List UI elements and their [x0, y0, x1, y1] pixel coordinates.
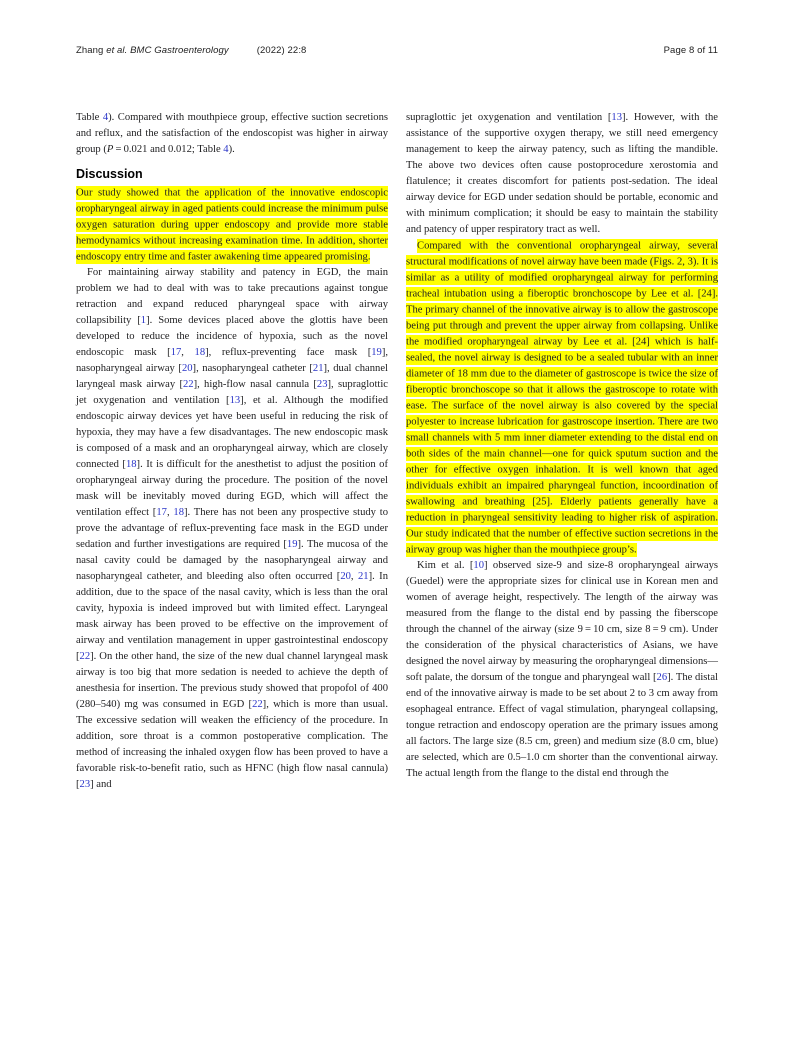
citation-link[interactable]: 4: [102, 112, 109, 123]
citation-link[interactable]: 18: [194, 347, 206, 358]
citation-link[interactable]: 20: [340, 571, 351, 582]
text-segment: ], supraglottic jet oxygenation and ventilation [: [76, 379, 388, 406]
text-segment: ]. It is difficult for the anesthetist to adjust the position of oropharyngeal airway during the procedure. The position of the novel mask will be inevitably moved during EGD, which will affect the ventilation effect [: [76, 459, 388, 518]
text-segment: ], nasopharyngeal catheter [: [192, 363, 313, 374]
paragraph-kim-study: [406, 558, 718, 782]
text-segment: ] observed size-9 and size-8 oropharyngeal airways (Guedel) were the appropriate sizes for clinical use in Korean men and women of average height, respectively. The length of the airway was measured from the flange to the distal end by passing the fiberscope through the channel of the airway (size 9 = 10 cm, size 8 = 9 cm). Under the consideration of the physical characteristics of Asians, we have designed the novel airway by measuring the oropharyngeal dimensions—soft palate, the dorsum of the tongue and pharyngeal wall [: [406, 560, 718, 683]
text-segment: ]. On the other hand, the size of the new dual channel laryngeal mask airway is too big that more sedation is needed to achieve the depth of anesthesia for insertion. The previous study showed that propofol of 400 (280–540) mg was consumed in EGD [: [76, 651, 388, 710]
paragraph-airway-comparison: [406, 238, 718, 558]
paragraph-study-summary: [76, 185, 388, 265]
paragraph-oxygenation: [406, 110, 718, 238]
text-segment: ], et al. Although the modified endoscopic airway devices yet have been useful in reducing the risk of hypoxia, they may have a few disadvantages. The new endoscopic mask is composed of a mask and an oropharyngeal airway, which are closely connected [: [76, 395, 389, 470]
citation-link[interactable]: 23: [316, 379, 328, 390]
citation-link[interactable]: 1: [140, 315, 147, 326]
citation-link[interactable]: 17: [156, 507, 167, 518]
text-segment: supraglottic jet oxygenation and ventilation [: [406, 112, 612, 123]
article-body: [76, 110, 718, 793]
text-segment: ], nasopharyngeal airway [: [76, 347, 389, 374]
citation-link[interactable]: 10: [473, 560, 484, 571]
text-segment: Our study showed that the application of the innovative endoscopic oropharyngeal airway in aged patients could increase the minimum pulse oxygen saturation during upper endoscopy and provide more stable hemodynamics without increasing examination time. In addition, shorter endoscopy entry time and faster awakening time appeared promising.: [76, 187, 388, 262]
citation-link[interactable]: 13: [611, 112, 622, 123]
text-segment: Table: [76, 112, 103, 123]
citation-link[interactable]: 19: [371, 347, 382, 358]
citation-link[interactable]: 19: [286, 539, 298, 550]
text-segment: ], high-flow nasal cannula [: [193, 379, 317, 390]
citation-link[interactable]: 23: [79, 779, 91, 790]
text-segment: ]. The distal end of the innovative airway is made to be set about 2 to 3 cm away from esophageal entrance. Effect of vagal stimulation, pharyngeal collapsing, tongue retraction and endoscopy operation are the primary issues among all factors. The large size (8.5 cm, green) and medium size (8.0 cm, blue) are selected, which are 0.5–1.0 cm shorter than the conventional airway. The actual length from the flange to the distal end through the: [406, 672, 718, 779]
right-column: [406, 110, 718, 793]
running-head-citation: [76, 45, 306, 56]
journal-name: et al. BMC Gastroenterology: [106, 45, 229, 56]
citation-link[interactable]: 17: [170, 347, 182, 358]
paragraph-airway-devices: [76, 265, 388, 793]
text-segment: = 0.021 and 0.012; Table: [113, 144, 224, 155]
paragraph-table4-results: [76, 110, 388, 158]
text-segment: Kim et al. [: [417, 560, 474, 571]
page-number: Page 8 of 11: [663, 45, 718, 56]
highlighted-text: [406, 239, 718, 557]
citation-link[interactable]: 21: [312, 363, 324, 374]
authors-label: Zhang: [76, 45, 107, 56]
citation-link[interactable]: 20: [181, 363, 193, 374]
citation-link[interactable]: 18: [173, 507, 184, 518]
text-segment: ]. However, with the assistance of the supportive oxygen therapy, we still need emergency management to keep the airway patency, such as lifting the mandible. The above two devices often cause postoprocedure xerostomia and flatulence; it creates discomfort for patients post-sedation. The ideal airway device for EGD under sedation should be portable, economic and with minimum complication; it should be easy to maintain the stability and patency of upper respiratory tract as well.: [406, 112, 718, 235]
citation-link[interactable]: 21: [358, 571, 369, 582]
citation-link[interactable]: 22: [252, 699, 263, 710]
issue-info: (2022) 22:8: [256, 45, 307, 56]
citation-link[interactable]: 13: [229, 395, 241, 406]
text-segment: For maintaining airway stability and patency in EGD, the main problem we had to deal with was to take precautions against tongue retraction and expand reduced pharyngeal space with airway collapsibility [: [76, 267, 388, 326]
text-segment: ). Compared with mouthpiece group, effective suction secretions and reflux, and the satisfaction of the endoscopist was higher in airway group (: [76, 112, 388, 155]
text-segment: ], reflux-preventing face mask [: [205, 347, 372, 358]
text-segment: ,: [166, 507, 174, 518]
text-segment: P: [106, 144, 114, 155]
citation-link[interactable]: 22: [182, 379, 194, 390]
left-column: [76, 110, 388, 793]
highlighted-text: [76, 186, 388, 264]
text-segment: ] and: [90, 779, 112, 790]
text-segment: ,: [350, 571, 358, 582]
text-segment: ], dual channel laryngeal mask airway [: [76, 363, 388, 390]
text-segment: ]. The mucosa of the nasal cavity could be damaged by the nasopharyngeal airway and nasopharyngeal catheter, and bleeding also often occurred [: [76, 539, 388, 582]
text-segment: ,: [181, 347, 195, 358]
text-segment: ).: [228, 144, 235, 155]
text-segment: Compared with the conventional oropharyngeal airway, several structural modifications of novel airway have been made (Figs. 2, 3). It is similar as a utility of modified oropharyngeal airway for performing tracheal intubation using a fiberoptic bronchoscope by Lee et al. [24]. The primary channel of the innovative airway is to allow the gastroscope being put through and prevent the upper airway from collapsing. Unlike the modified oropharyngeal airway by Lee et al. [24] which is half-sealed, the novel airway is designed to be a sealed tubular with an inner diameter of 18 mm due to the diameter of gastroscope is twice the size of fiberoptic bronchoscope so that it allows the gastroscope to rotate with ease. The surface of the novel airway is also covered by the special polyester to increase lubrication for gastroscope insertion. There are two small channels with 5 mm inner diameter extending to the distal end on both sides of the main channel—one for quick sputum suction and the other for effective oxygen inhalation. It is well known that aged individuals exhibit an impaired pharyngeal function, incoordination of swallowing and breathing [25]. Elderly patients generally have a reduction in pharyngeal sensitivity leading to higher risk of aspiration. Our study indicated that the number of effective suction secretions in the airway group was higher than the mouthpiece group’s.: [406, 240, 718, 555]
text-segment: ]. Some devices placed above the glottis have been developed to reduce the incidence of hypoxia, such as the novel endoscopic mask [: [76, 315, 388, 358]
text-segment: ]. There has not been any prospective study to prove the advantage of reflux-preventing face mask in the EGD under sedation and further investigations are required [: [76, 507, 389, 550]
citation-link[interactable]: 4: [223, 144, 229, 155]
text-segment: ], which is more than usual. The excessive sedation will weaken the efficiency of the procedure. In addition, sore throat is a common postoperative complication. The method of increasing the inhaled oxygen flow has been proved to have a favorable risk-to-benefit ratio, such as HFNC (high flow nasal cannula) [: [76, 699, 389, 790]
text-segment: ]. In addition, due to the space of the nasal cavity, which is less than the oral cavity, hypoxia is indeed improved but with limited effect. Laryngeal mask airway has been proved to be effective on the improvement of airway and ventilation management in upper gastrointestinal endoscopy [: [76, 571, 389, 662]
discussion-heading: Discussion: [76, 167, 143, 181]
citation-link[interactable]: 18: [125, 459, 137, 470]
citation-link[interactable]: 26: [656, 672, 668, 683]
citation-link[interactable]: 22: [79, 651, 91, 662]
running-head: [76, 45, 718, 56]
